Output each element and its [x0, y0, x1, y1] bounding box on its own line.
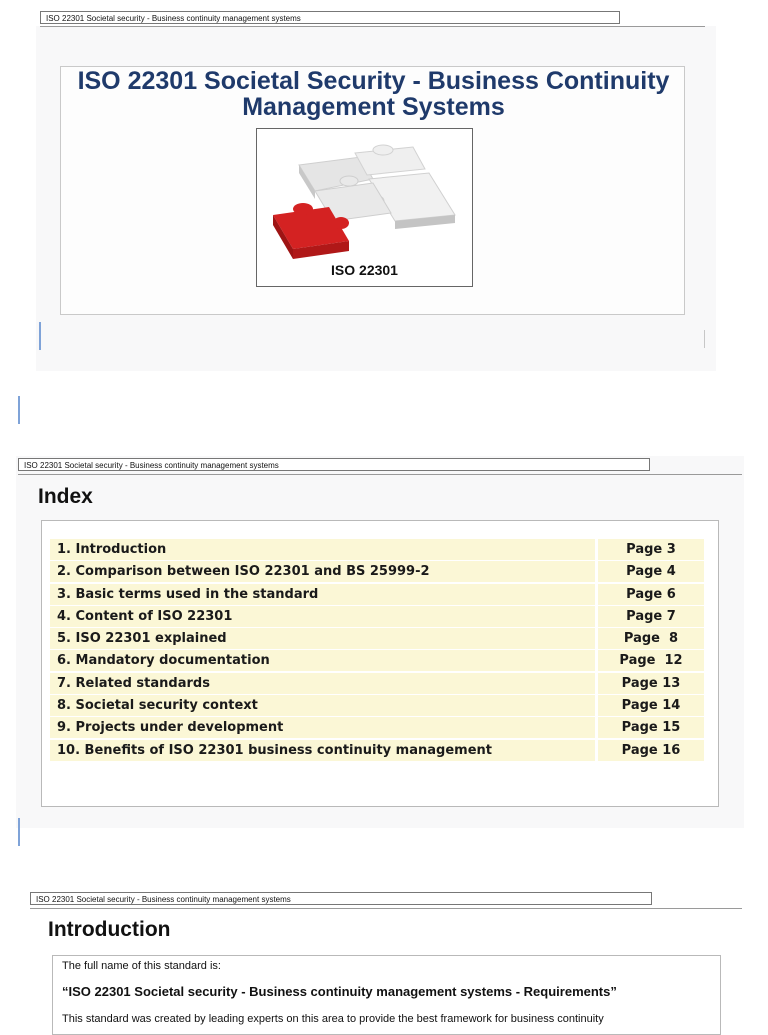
scroll-marker: [18, 818, 20, 846]
index-item-title: 9. Projects under development: [50, 717, 595, 738]
index-item-title: 10. Benefits of ISO 22301 business continuity management: [50, 740, 595, 761]
index-box: [41, 520, 719, 807]
index-row: [50, 584, 704, 605]
index-row: [50, 561, 704, 582]
index-row: [50, 695, 704, 716]
index-item-title: 1. Introduction: [50, 539, 595, 560]
index-item-title: 3. Basic terms used in the standard: [50, 584, 595, 605]
index-item-page: Page 8: [598, 628, 704, 649]
index-item-page: Page 4: [598, 561, 704, 582]
index-item-page: Page 7: [598, 606, 704, 627]
index-item-page: Page 16: [598, 740, 704, 761]
header-rule: [18, 474, 742, 475]
index-row: [50, 606, 704, 627]
scroll-marker: [18, 396, 20, 424]
cover-image: [256, 128, 473, 287]
index-item-title: 6. Mandatory documentation: [50, 650, 595, 671]
index-heading: Index: [38, 485, 93, 508]
header-rule: [30, 908, 742, 909]
running-header: ISO 22301 Societal security - Business continuity management systems: [30, 892, 652, 905]
index-item-page: Page 3: [598, 539, 704, 560]
index-item-page: Page 12: [598, 650, 704, 671]
index-table: [50, 539, 704, 762]
index-item-title: 2. Comparison between ISO 22301 and BS 25999-2: [50, 561, 595, 582]
index-row: [50, 673, 704, 694]
index-item-title: 5. ISO 22301 explained: [50, 628, 595, 649]
index-row: [50, 628, 704, 649]
cover-caption: ISO 22301: [331, 262, 398, 278]
index-item-page: Page 14: [598, 695, 704, 716]
running-header: ISO 22301 Societal security - Business continuity management systems: [40, 11, 620, 24]
index-item-title: 4. Content of ISO 22301: [50, 606, 595, 627]
intro-lead-text: The full name of this standard is:: [62, 960, 221, 972]
document-title: ISO 22301 Societal Security - Business Continuity Management Systems: [77, 67, 670, 121]
introduction-heading: Introduction: [48, 918, 171, 941]
index-row: [50, 650, 704, 671]
index-item-title: 8. Societal security context: [50, 695, 595, 716]
standard-full-name: “ISO 22301 Societal security - Business continuity management systems - Requirements”: [62, 984, 617, 999]
index-item-title: 7. Related standards: [50, 673, 595, 694]
divider-mark: [704, 330, 705, 348]
index-row: [50, 539, 704, 560]
index-item-page: Page 6: [598, 584, 704, 605]
intro-body-text: This standard was created by leading experts on this area to provide the best framework for business continuity: [62, 1013, 604, 1025]
index-item-page: Page 13: [598, 673, 704, 694]
introduction-box: [52, 955, 721, 1035]
header-rule: [40, 26, 705, 27]
index-row: [50, 740, 704, 761]
running-header: ISO 22301 Societal security - Business continuity management systems: [18, 458, 650, 471]
scroll-marker: [39, 322, 41, 350]
index-item-page: Page 15: [598, 717, 704, 738]
index-row: [50, 717, 704, 738]
